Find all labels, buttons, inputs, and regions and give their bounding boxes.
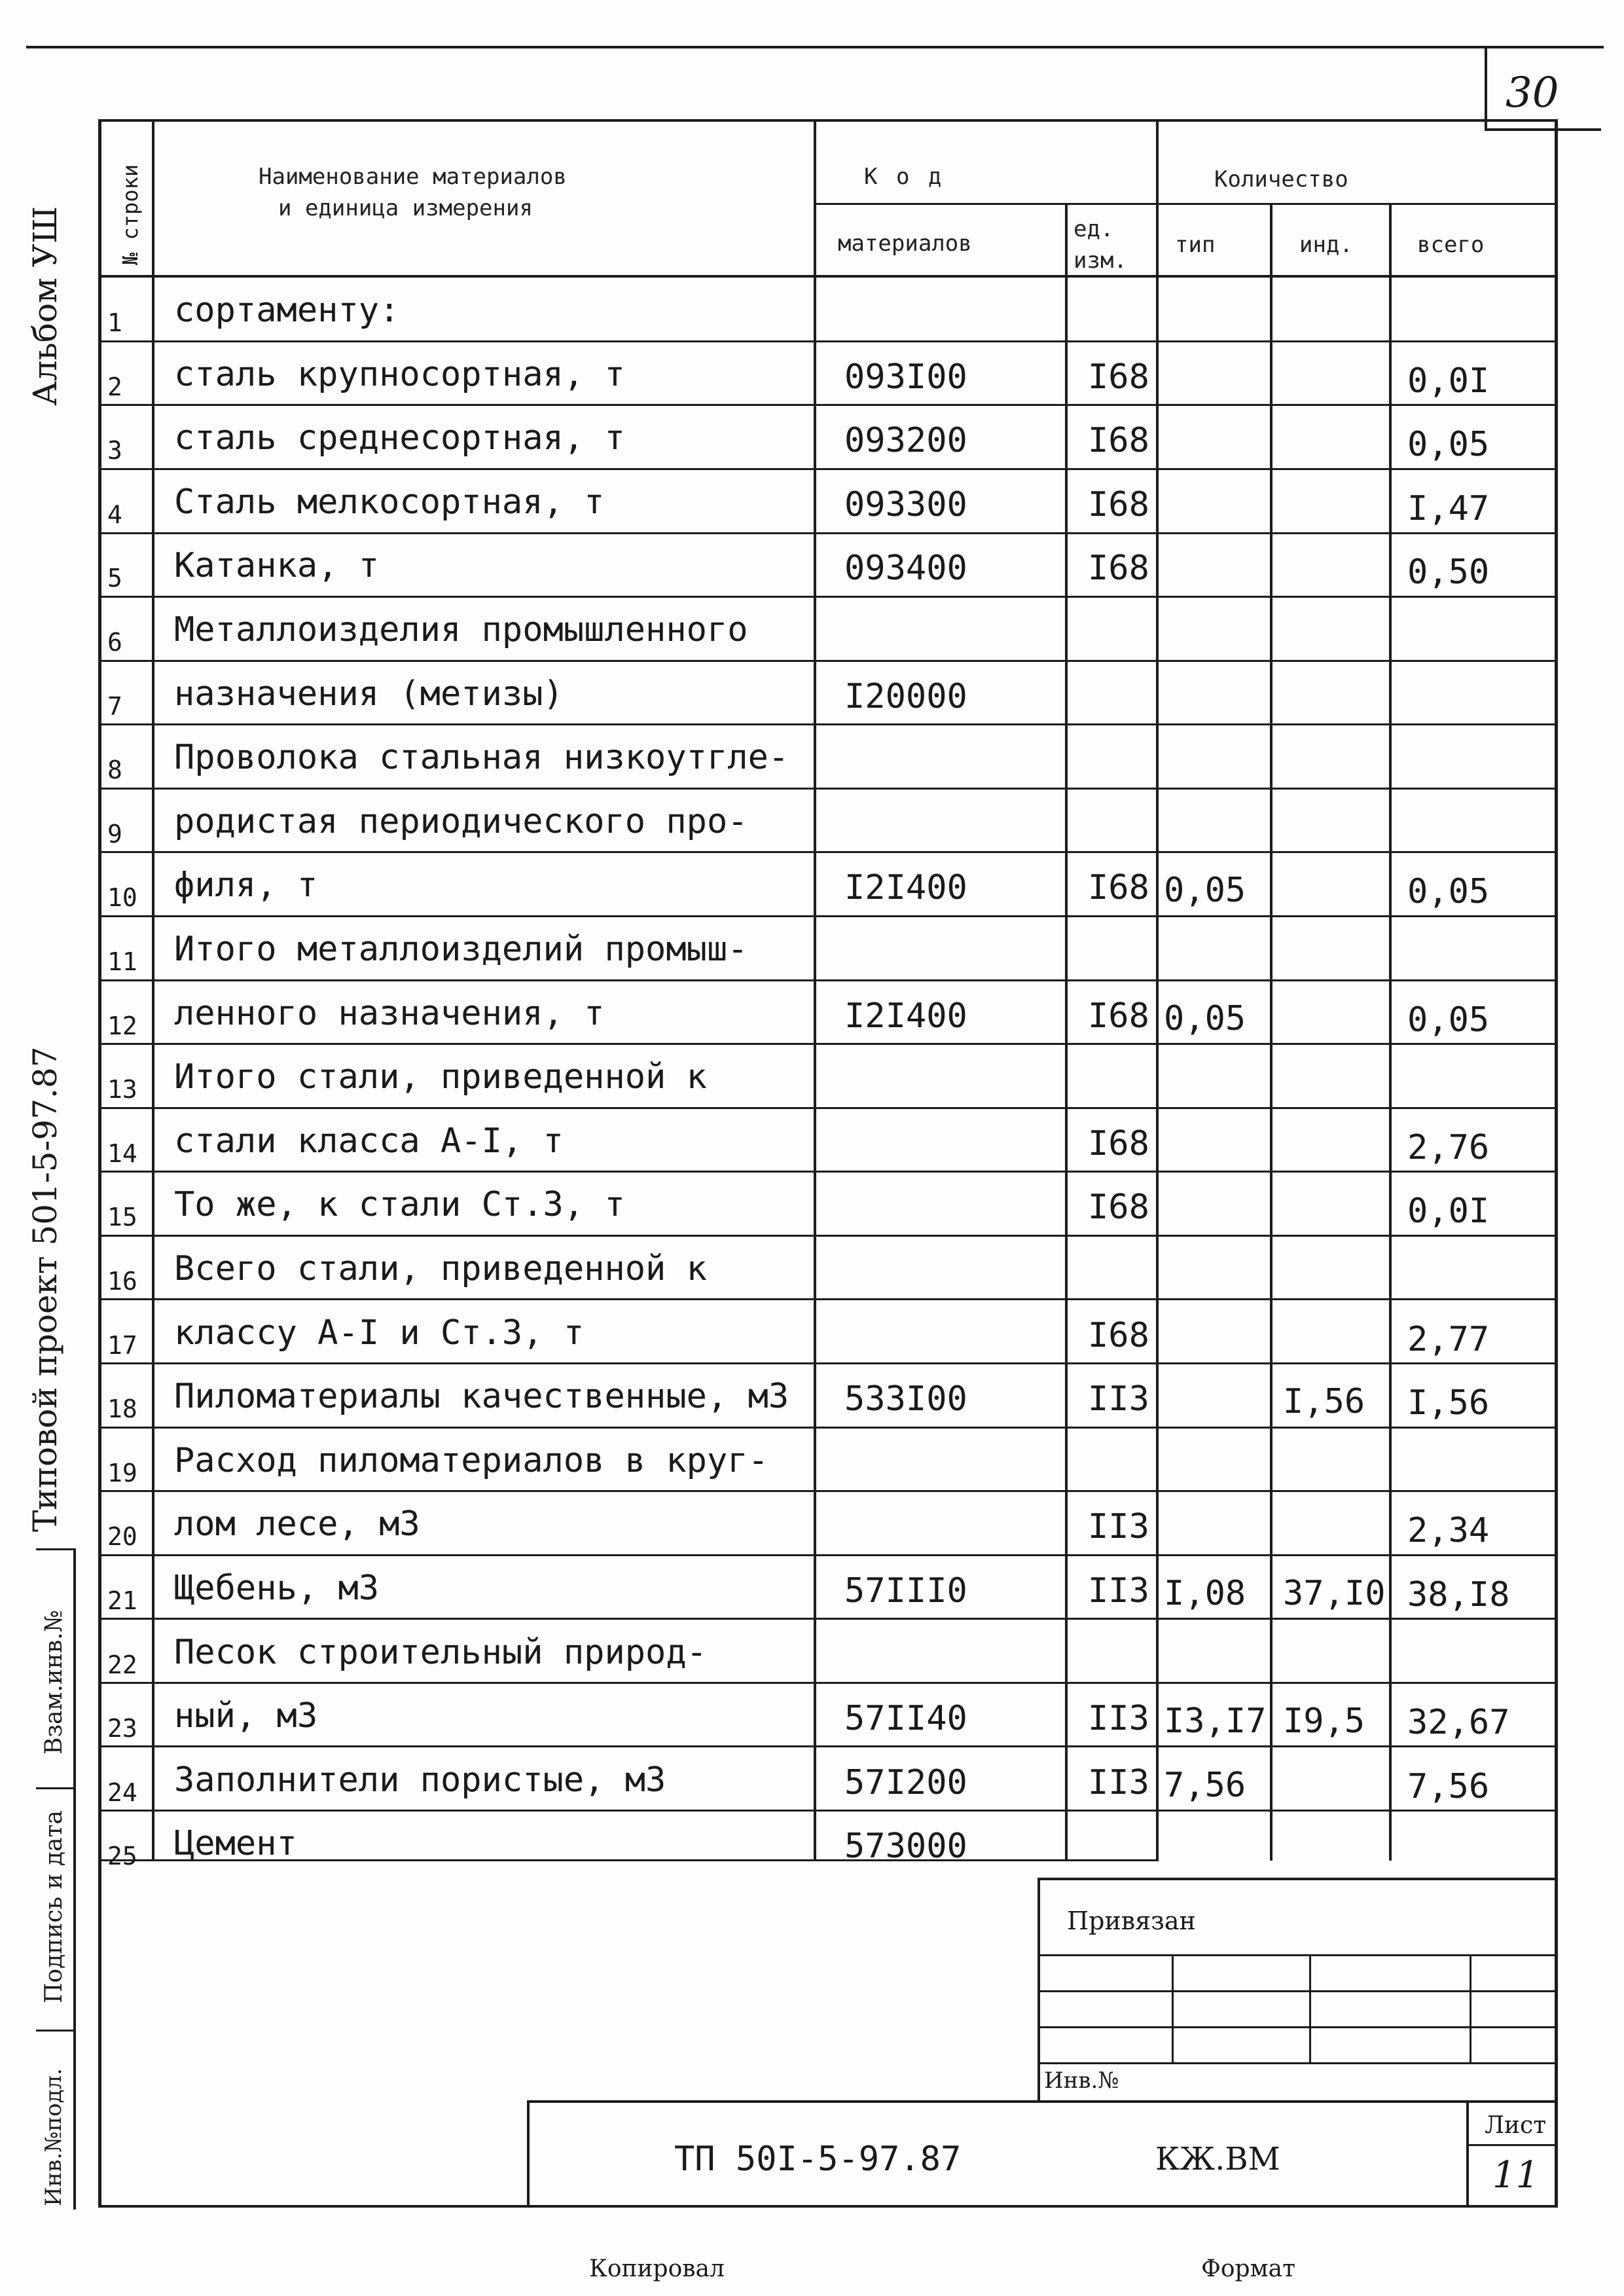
- row-divider: [98, 1810, 1555, 1812]
- title-block-left: [527, 2100, 530, 2208]
- row-number: 11: [107, 947, 137, 976]
- unit-code: I68: [1088, 421, 1149, 461]
- title-block-top: [527, 2100, 1555, 2103]
- row-number: 15: [107, 1203, 137, 1232]
- material-name: родистая периодического про-: [174, 801, 748, 841]
- material-name: Итого металлоизделий промыш-: [174, 930, 748, 969]
- header-quantity: Количество: [1214, 166, 1348, 192]
- material-name: Итого стали, приведенной к: [174, 1057, 707, 1097]
- frame-left: [98, 119, 101, 2208]
- material-code: I2I400: [844, 868, 967, 908]
- footer-format: Формат: [1201, 2255, 1295, 2282]
- qty-total: 0,05: [1407, 872, 1490, 912]
- qty-tip: I3,I7: [1164, 1702, 1267, 1741]
- material-name: сортаменту:: [174, 291, 400, 330]
- material-code: 093300: [844, 484, 967, 524]
- qty-total: 0,0I: [1407, 1192, 1490, 1231]
- header-unit-1: ед.: [1074, 216, 1114, 242]
- material-name: Цемент: [174, 1824, 297, 1864]
- row-number: 13: [107, 1075, 137, 1104]
- qty-total: 7,56: [1407, 1766, 1490, 1806]
- stamp-col: [1172, 1954, 1174, 2062]
- row-number: 8: [107, 756, 122, 785]
- qty-total: 0,0I: [1407, 361, 1490, 401]
- row-divider: [98, 851, 1555, 853]
- material-code: 093400: [844, 549, 967, 589]
- unit-code: II3: [1088, 1379, 1149, 1419]
- unit-code: I68: [1088, 1188, 1149, 1228]
- page-number-box-bottom: [1485, 128, 1601, 131]
- sheet-number: 11: [1492, 2154, 1540, 2196]
- row-number: 2: [107, 372, 122, 401]
- unit-code: I68: [1088, 1123, 1149, 1163]
- material-name: лом лесе, м3: [174, 1504, 420, 1544]
- row-number: 12: [107, 1011, 137, 1040]
- row-divider: [98, 723, 1555, 725]
- frame-bottom: [98, 2205, 1558, 2208]
- material-code: 57II40: [844, 1699, 967, 1739]
- unit-code: II3: [1088, 1762, 1149, 1802]
- header-subdivider: [814, 203, 1555, 205]
- header-tip: тип: [1175, 232, 1216, 258]
- stamp-col: [1309, 1954, 1311, 2062]
- row-number: 6: [107, 628, 122, 657]
- header-bottom: [98, 275, 1555, 278]
- material-name: Расход пиломатериалов в круг-: [174, 1440, 768, 1480]
- header-name-line1: Наименование материалов: [259, 164, 567, 190]
- top-rule: [26, 46, 1604, 48]
- material-name: Пиломатериалы качественные, м3: [174, 1377, 789, 1417]
- side-inv-podl: Инв.№подл.: [41, 2068, 67, 2206]
- footer-copied: Копировал: [589, 2255, 725, 2282]
- row-number: 25: [107, 1842, 137, 1871]
- row-number: 7: [107, 691, 122, 721]
- col-line-code: [1065, 203, 1068, 1861]
- stamp-line: [1038, 1954, 1555, 1956]
- row-divider: [98, 468, 1555, 470]
- stamp-line: [1038, 2062, 1555, 2064]
- qty-total: 0,05: [1407, 425, 1490, 465]
- row-number: 22: [107, 1650, 137, 1679]
- material-code: 093I00: [844, 357, 967, 397]
- doc-code: ТП 50I-5-97.87: [674, 2140, 962, 2179]
- side-strip-sep-3: [36, 2030, 75, 2032]
- frame-top: [98, 119, 1558, 122]
- row-number: 10: [107, 883, 137, 913]
- material-code: 57I200: [844, 1762, 967, 1802]
- material-name: Проволока стальная низкоутгле-: [174, 738, 789, 778]
- qty-total: 38,I8: [1407, 1575, 1510, 1614]
- header-ind: инд.: [1299, 232, 1353, 258]
- side-album: Альбом УШ: [26, 206, 64, 406]
- sheet-label: Лист: [1485, 2112, 1547, 2139]
- unit-code: I68: [1088, 549, 1149, 589]
- col-line-unit: [1156, 119, 1159, 1861]
- page-number: 30: [1506, 69, 1559, 117]
- row-divider: [98, 1107, 1555, 1109]
- row-number: 18: [107, 1394, 137, 1424]
- row-number: 4: [107, 500, 122, 529]
- qty-ind: 37,I0: [1283, 1574, 1386, 1613]
- material-code: I2I400: [844, 996, 967, 1036]
- stamp-top: [1038, 1878, 1555, 1880]
- material-name: Всего стали, приведенной к: [174, 1249, 707, 1288]
- row-divider: [98, 1298, 1555, 1300]
- row-divider: [98, 1490, 1555, 1492]
- qty-total: 32,67: [1407, 1703, 1510, 1743]
- row-number: 1: [107, 308, 122, 337]
- material-name: сталь крупносортная, т: [174, 354, 625, 394]
- material-name: ный, м3: [174, 1696, 318, 1736]
- frame-right: [1555, 119, 1558, 2208]
- unit-code: II3: [1088, 1507, 1149, 1547]
- row-divider: [98, 1554, 1555, 1556]
- qty-total: 0,05: [1407, 1000, 1490, 1040]
- row-divider: [98, 1745, 1555, 1747]
- header-code-group: К о д: [864, 164, 945, 190]
- row-divider: [98, 1171, 1555, 1173]
- page-number-box-left: [1485, 46, 1487, 131]
- stamp-left: [1038, 1878, 1040, 2100]
- row-divider: [98, 532, 1555, 534]
- row-number: 23: [107, 1714, 137, 1743]
- stamp-line: [1038, 1990, 1555, 1992]
- row-divider: [98, 1362, 1555, 1364]
- material-name: Катанка, т: [174, 546, 380, 586]
- side-strip-sep-2: [36, 1787, 75, 1789]
- side-project: Типовой проект 501-5-97.87: [26, 1046, 64, 1532]
- row-number: 16: [107, 1267, 137, 1296]
- stamp-line: [1038, 2026, 1555, 2028]
- unit-code: I68: [1088, 484, 1149, 524]
- material-code: I20000: [844, 676, 967, 716]
- unit-code: II3: [1088, 1699, 1149, 1739]
- row-number: 9: [107, 819, 122, 848]
- unit-code: I68: [1088, 357, 1149, 397]
- material-code: 533I00: [844, 1379, 967, 1419]
- row-divider: [98, 915, 1555, 917]
- unit-code: I68: [1088, 868, 1149, 908]
- material-name: Сталь мелкосортная, т: [174, 482, 605, 522]
- material-name: ленного назначения, т: [174, 993, 605, 1033]
- row-divider: [98, 340, 1555, 342]
- qty-ind: I,56: [1283, 1382, 1365, 1422]
- qty-total: 2,76: [1407, 1127, 1490, 1167]
- title-block-sheet-line: [1466, 2144, 1555, 2146]
- header-total: всего: [1417, 232, 1485, 258]
- qty-total: I,56: [1407, 1383, 1490, 1423]
- row-divider: [98, 1682, 1555, 1684]
- qty-total: 0,50: [1407, 553, 1490, 592]
- row-divider: [98, 596, 1555, 598]
- material-code: 093200: [844, 421, 967, 461]
- side-sign-date: Подпись и дата: [41, 1810, 67, 2003]
- qty-tip: 0,05: [1164, 998, 1246, 1038]
- row-divider: [98, 788, 1555, 790]
- material-name: Щебень, м3: [174, 1569, 380, 1608]
- row-divider: [98, 1618, 1555, 1620]
- row-divider: [98, 979, 1555, 981]
- side-strip-sep-1: [36, 1548, 75, 1550]
- row-divider: [98, 1427, 1555, 1429]
- stamp-col: [1470, 1954, 1471, 2062]
- row-divider: [98, 660, 1555, 662]
- header-name-line2: и единица измерения: [278, 195, 533, 221]
- material-name: стали класса А-I, т: [174, 1121, 564, 1161]
- row-number: 21: [107, 1586, 137, 1615]
- material-code: 57III0: [844, 1571, 967, 1611]
- col-line-ind: [1389, 203, 1392, 1861]
- material-code: 573000: [844, 1827, 967, 1867]
- material-name: назначения (метизы): [174, 674, 564, 714]
- qty-total: I,47: [1407, 488, 1490, 528]
- stamp-privyazan: Привязан: [1067, 1906, 1196, 1935]
- side-inv-zam: Взам.инв.№: [41, 1610, 67, 1755]
- material-name: Заполнители пористые, м3: [174, 1760, 666, 1800]
- unit-code: I68: [1088, 996, 1149, 1036]
- header-unit-2: изм.: [1074, 247, 1127, 274]
- unit-code: I68: [1088, 1315, 1149, 1355]
- qty-total: 2,34: [1407, 1511, 1490, 1551]
- material-name: филя, т: [174, 866, 318, 905]
- row-number: 17: [107, 1330, 137, 1360]
- side-strip-line: [73, 1548, 76, 2210]
- row-number: 5: [107, 564, 122, 593]
- unit-code: II3: [1088, 1571, 1149, 1611]
- qty-ind: I9,5: [1283, 1702, 1365, 1741]
- col-line-tip: [1270, 203, 1272, 1861]
- material-name: Металлоизделия промышленного: [174, 610, 748, 649]
- qty-tip: I,08: [1164, 1574, 1246, 1613]
- header-materials: материалов: [838, 230, 972, 257]
- col-line-name: [814, 119, 816, 1861]
- row-number: 24: [107, 1777, 137, 1807]
- title-block-sheet-sep: [1466, 2100, 1469, 2208]
- stamp-inv-no: Инв.№: [1044, 2068, 1119, 2094]
- qty-tip: 7,56: [1164, 1765, 1246, 1805]
- row-number: 14: [107, 1139, 137, 1168]
- material-name: То же, к стали Ст.3, т: [174, 1185, 625, 1225]
- row-number: 20: [107, 1522, 137, 1552]
- row-number: 3: [107, 436, 122, 465]
- qty-total: 2,77: [1407, 1319, 1490, 1359]
- material-name: сталь среднесортная, т: [174, 418, 625, 458]
- row-divider: [98, 1043, 1555, 1045]
- doc-mark: КЖ.ВМ: [1155, 2141, 1280, 2178]
- row-number: 19: [107, 1458, 137, 1487]
- material-name: классу А-I и Ст.3, т: [174, 1313, 585, 1353]
- col-line-no: [152, 119, 154, 1861]
- header-row-no: № строки: [118, 164, 143, 265]
- row-divider: [98, 404, 1555, 406]
- row-divider: [98, 1235, 1555, 1237]
- qty-tip: 0,05: [1164, 871, 1246, 911]
- material-name: Песок строительный природ-: [174, 1632, 707, 1672]
